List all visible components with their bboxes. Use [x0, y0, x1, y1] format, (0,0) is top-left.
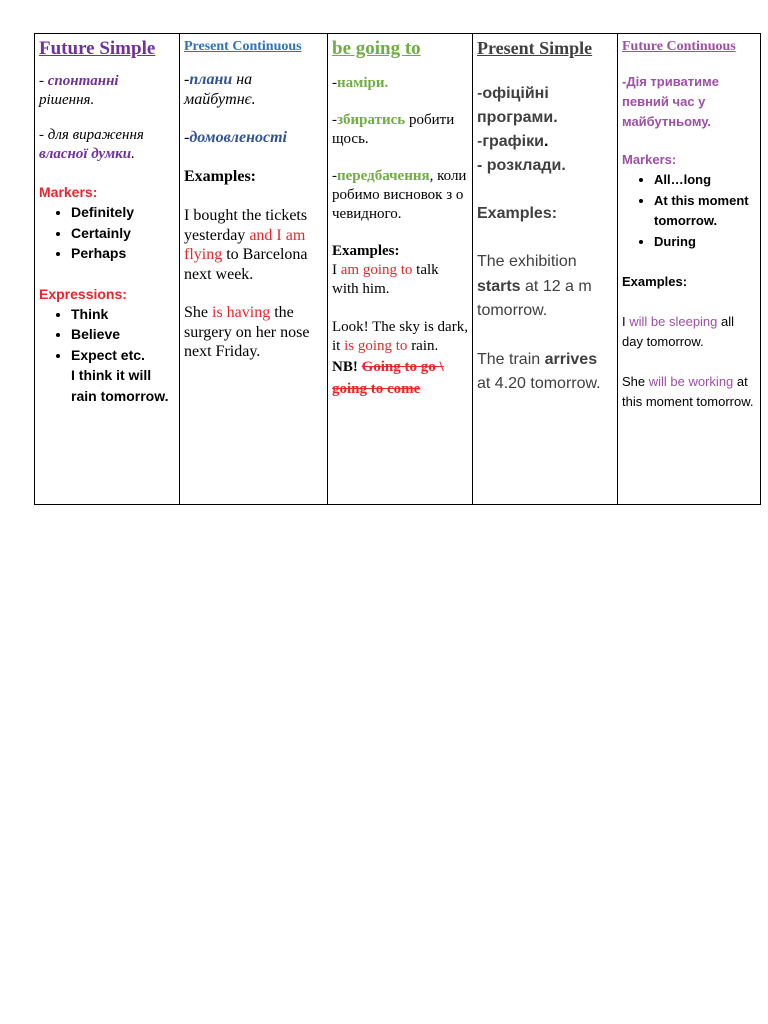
future-simple-heading: Future Simple: [39, 38, 156, 59]
pc-example-2: She is having the surgery on her nose next Friday.: [184, 304, 310, 360]
list-item: • Expect etc.: [71, 345, 175, 366]
tenses-table: [34, 33, 761, 505]
fs-expressions-label: Expressions:: [39, 285, 127, 302]
bgt-examples-label: Examples:: [332, 243, 400, 259]
ps-point-official: -офіційні програми.: [477, 85, 558, 126]
list-item: • Perhaps: [71, 243, 175, 264]
bgt-point-gather: -збиратись робити щось.: [332, 112, 455, 147]
present-continuous-column: [180, 34, 328, 504]
fs-expressions-list: [39, 304, 175, 366]
pc-examples-label: Examples:: [184, 168, 256, 185]
pc-example-1: I bought the tickets yesterday and I am flying to Barcelona next week.: [184, 207, 308, 283]
be-going-to-column: [328, 34, 473, 504]
present-continuous-heading: Present Continuous: [184, 39, 302, 54]
list-item: • Think: [71, 304, 175, 325]
ps-examples-label: Examples:: [477, 205, 558, 222]
fs-example: I think it will rain tomorrow.: [71, 367, 169, 404]
fc-definition: -Дія триватиме певний час у майбутньому.: [622, 74, 719, 129]
ps-example-1: The exhibition starts at 12 a m tomorrow.: [477, 253, 592, 319]
fc-examples-label: Examples:: [622, 274, 688, 289]
list-item: • During: [654, 232, 756, 253]
ps-point-schedules: - розклади.: [477, 157, 566, 174]
bgt-example-2: Look! The sky is dark, it is going to rain.: [332, 319, 468, 354]
fs-markers-list: [39, 202, 175, 264]
bgt-nb-note: NB! Going to go \ going to come: [332, 359, 444, 397]
future-continuous-column: [618, 34, 760, 504]
bgt-point-intentions: -наміри.: [332, 75, 389, 91]
present-simple-column: [473, 34, 618, 504]
fs-point-opinion: - для вираження власної думки.: [39, 127, 144, 162]
fc-example-1: I will be sleeping all day tomorrow.: [622, 314, 735, 349]
present-simple-heading: Present Simple: [477, 38, 593, 58]
fc-markers-label: Markers:: [622, 152, 677, 167]
list-item: • All…long: [654, 170, 756, 191]
future-continuous-heading: Future Continuous: [622, 39, 736, 54]
ps-example-2: The train arrives at 4.20 tomorrow.: [477, 350, 601, 392]
fs-markers-label: Markers:: [39, 184, 98, 200]
fc-markers-list: [622, 170, 756, 252]
be-going-to-heading: be going to: [332, 38, 421, 59]
pc-point-plans: -плани на майбутнє.: [184, 71, 256, 108]
list-item: • Believe: [71, 324, 175, 345]
fs-point-spontaneous: - спонтанні рішення.: [39, 73, 119, 108]
pc-point-arrangements: -домовленості: [184, 129, 287, 146]
fc-example-2: She will be working at this moment tomorrow.: [622, 374, 754, 409]
list-item: • Certainly: [71, 223, 175, 244]
ps-point-graphs: -графіки.: [477, 133, 549, 150]
future-simple-column: [35, 34, 180, 504]
bgt-point-predict: -передбачення, коли робимо висновок з очевидного.: [332, 168, 467, 222]
list-item: • At this moment tomorrow.: [654, 191, 756, 232]
list-item: • Definitely: [71, 202, 175, 223]
bgt-example-1: I am going to talk with him.: [332, 262, 439, 297]
